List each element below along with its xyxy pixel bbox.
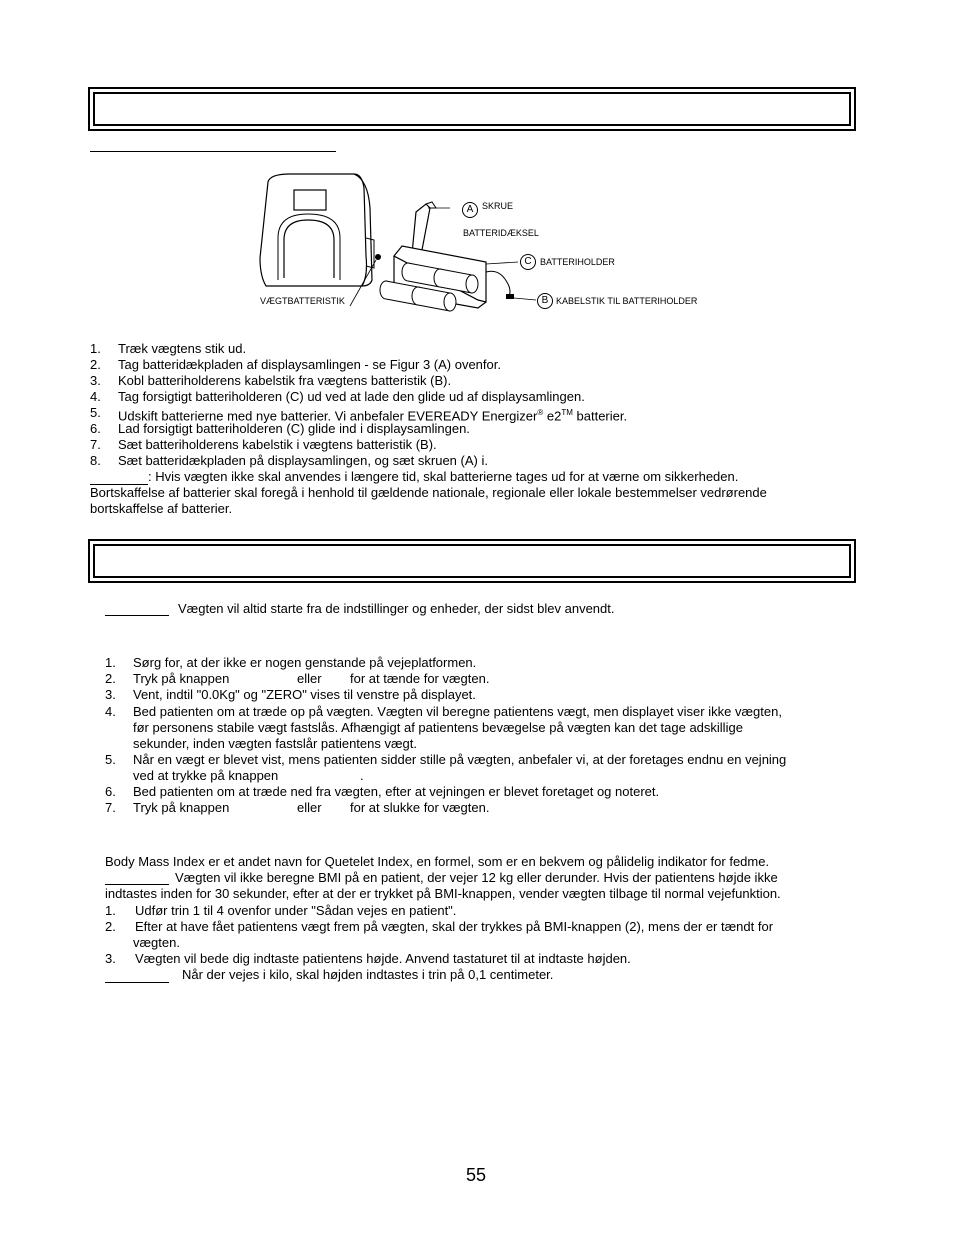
step-text: Kobl batteriholderens kabelstik fra vægtens batteristik (B). xyxy=(118,373,452,388)
label-scale-battery-plug: VÆGTBATTERISTIK xyxy=(260,296,345,306)
step-number: 3. xyxy=(105,687,116,702)
step-5-end: batterier. xyxy=(572,408,628,424)
step-text: Sørg for, at der ikke er nogen genstande på vejeplatformen. xyxy=(133,655,477,670)
step-number: 2. xyxy=(90,357,101,372)
bmi-intro: Body Mass Index er et andet navn for Quetelet Index, en formel, som er en bekvem og pålidelig indikator for fedme. xyxy=(105,854,770,869)
bmi-note-line: indtastes inden for 30 sekunder, efter at der er trykket på BMI-knappen, vender vægten tilbage til normal vejefunktion. xyxy=(105,886,781,901)
battery-note-line: Bortskaffelse af batterier skal foregå i henhold til gældende nationale, regionale eller lokale bestemmelser vedrørende xyxy=(90,485,767,500)
page-number: 55 xyxy=(466,1165,487,1185)
note-underline xyxy=(105,884,169,885)
battery-model: e2 xyxy=(543,408,562,424)
label-battery-cover: BATTERIDÆKSEL xyxy=(463,228,539,238)
step-number: 1. xyxy=(105,903,116,918)
step-number: 6. xyxy=(105,784,116,799)
step-text: Når en vægt er blevet vist, mens patienten sidder stille på vægten, anbefaler vi, at der foretages endnu en vejning xyxy=(133,752,787,767)
step-number: 5. xyxy=(90,405,101,420)
step-number: 8. xyxy=(90,453,101,468)
section-header-box-battery xyxy=(88,87,856,131)
note-underline xyxy=(105,982,169,983)
note-underline xyxy=(105,615,169,616)
step-number: 5. xyxy=(105,752,116,767)
step-text: Træk vægtens stik ud. xyxy=(118,341,247,356)
step-text: for at slukke for vægten. xyxy=(350,800,490,815)
step-text: Udfør trin 1 til 4 ovenfor under "Sådan vejes en patient". xyxy=(135,903,457,918)
section-header-box-weighing xyxy=(88,539,856,583)
step-number: 7. xyxy=(105,800,116,815)
step-text: vægten. xyxy=(133,935,180,950)
label-screw: SKRUE xyxy=(482,201,514,211)
step-5-text: Udskift batterierne med nye batterier. Vi anbefaler EVEREADY Energizer xyxy=(118,408,538,424)
start-note: Vægten vil altid starte fra de indstillinger og enheder, der sidst blev anvendt. xyxy=(178,601,615,616)
step-number: 2. xyxy=(105,671,116,686)
battery-note-line: bortskaffelse af batterier. xyxy=(90,501,233,516)
bmi-note-line: Vægten vil ikke beregne BMI på en patient, der vejer 12 kg eller derunder. Hvis der patientens højde ikke xyxy=(175,870,778,885)
battery-note-line: : Hvis vægten ikke skal anvendes i længere tid, skal batterierne tages ud for at værne om sikkerheden. xyxy=(148,469,739,484)
step-number: 6. xyxy=(90,421,101,436)
step-text: Lad forsigtigt batteriholderen (C) glide ind i displaysamlingen. xyxy=(118,421,470,436)
step-text: . xyxy=(360,768,364,783)
subheading-underline xyxy=(90,151,336,152)
step-text: før personens stabile vægt fastslås. Afhængigt af patientens bevægelse på vægten kan det tage adskillige xyxy=(133,720,743,735)
step-number: 2. xyxy=(105,919,116,934)
step-text: Vægten vil bede dig indtaste patientens højde. Anvend tastaturet til at indtaste højden. xyxy=(135,951,631,966)
label-marker-c: C xyxy=(520,254,536,270)
step-text: Tryk på knappen xyxy=(133,671,230,686)
step-number: 1. xyxy=(90,341,101,356)
step-text: for at tænde for vægten. xyxy=(350,671,490,686)
step-text: Tag batteridækpladen af displaysamlingen - se Figur 3 (A) ovenfor. xyxy=(118,357,501,372)
step-text: Sæt batteridækpladen på displaysamlingen, og sæt skruen (A) i. xyxy=(118,453,488,468)
step-text: Bed patienten om at træde op på vægten. Vægten vil beregne patientens vægt, men displayet viser ikke vægten, xyxy=(133,704,782,719)
step-text: sekunder, inden vægten fastslår patientens vægt. xyxy=(133,736,418,751)
step-text: ved at trykke på knappen xyxy=(133,768,279,783)
step-number: 3. xyxy=(90,373,101,388)
step-text: Efter at have fået patientens vægt frem på vægten, skal der trykkes på BMI-knappen (2), mens der er tændt for xyxy=(135,919,774,934)
step-text: Sæt batteriholderens kabelstik i vægtens batteristik (B). xyxy=(118,437,437,452)
step-number: 4. xyxy=(105,704,116,719)
bmi-final-note: Når der vejes i kilo, skal højden indtastes i trin på 0,1 centimeter. xyxy=(182,967,554,982)
step-number: 1. xyxy=(105,655,116,670)
step-number: 3. xyxy=(105,951,116,966)
label-marker-a: A xyxy=(462,202,478,218)
trademark-mark: TM xyxy=(561,408,573,417)
label-battery-holder: BATTERIHOLDER xyxy=(540,257,615,267)
step-text: eller xyxy=(297,800,322,815)
step-text: eller xyxy=(297,671,322,686)
step-text: Tag forsigtigt batteriholderen (C) ud ved at lade den glide ud af displaysamlingen. xyxy=(118,389,585,404)
step-number: 4. xyxy=(90,389,101,404)
label-marker-b: B xyxy=(537,293,553,309)
step-text: Vent, indtil "0.0Kg" og "ZERO" vises til venstre på displayet. xyxy=(133,687,476,702)
label-cable-plug: KABELSTIK TIL BATTERIHOLDER xyxy=(556,296,698,306)
step-text: Tryk på knappen xyxy=(133,800,230,815)
registered-mark: ® xyxy=(537,408,544,417)
step-number: 7. xyxy=(90,437,101,452)
step-text: Bed patienten om at træde ned fra vægten, efter at vejningen er blevet foretaget og noteret. xyxy=(133,784,660,799)
